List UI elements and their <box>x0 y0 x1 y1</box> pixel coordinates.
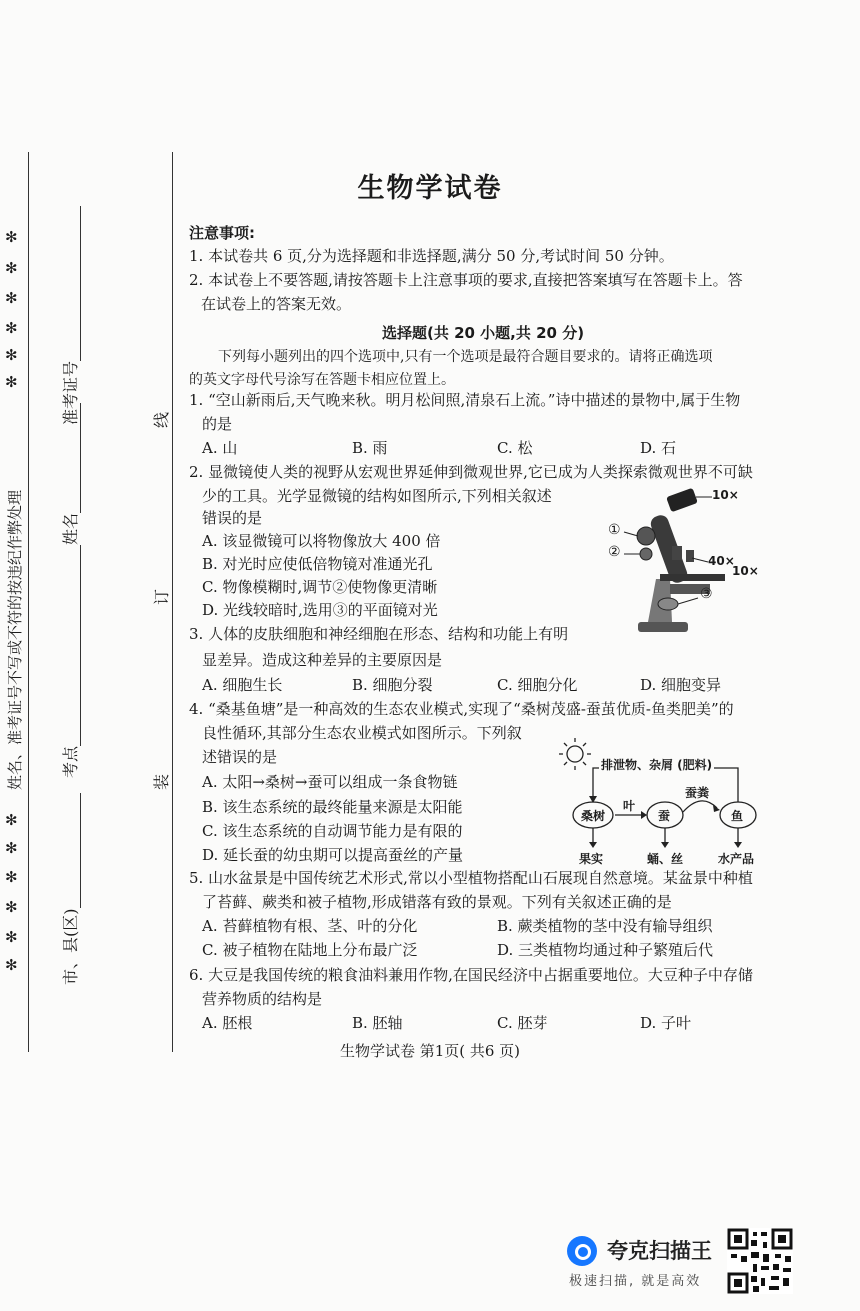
star-icon: ✻ <box>5 956 18 974</box>
notes-item-2: 2. 本试卷上不要答题,请按答题卡上注意事项的要求,直接把答案填写在答题卡上。答 <box>189 271 743 289</box>
notes-item-2-cont: 在试卷上的答案无效。 <box>201 295 352 313</box>
output-silk: 蛹、丝 <box>647 852 684 866</box>
question-4-stem: 4. “桑基鱼塘”是一种高效的生态农业模式,实现了“桑树茂盛-蚕茧优质-鱼类肥美”的 <box>189 700 734 718</box>
question-1-option-d: D. 石 <box>640 439 677 457</box>
question-4-option-d: D. 延长蚕的幼虫期可以提高蚕丝的产量 <box>202 846 464 864</box>
edge-feces: 蚕粪 <box>685 786 710 800</box>
node-silkworm: 蚕 <box>658 809 671 823</box>
label-3: ③ <box>700 586 713 602</box>
node-mulberry: 桑树 <box>581 809 606 823</box>
page-footer: 生物学试卷 第1页( 共6 页) <box>339 1042 521 1060</box>
field-exam-site: 考点 <box>58 586 81 778</box>
section-instruction-2: 的英文字母代号涂写在答题卡相应位置上。 <box>189 372 455 388</box>
question-6-option-b: B. 胚轴 <box>352 1014 403 1032</box>
question-3-option-b: B. 细胞分裂 <box>352 676 433 694</box>
quark-scanner-logo-icon <box>567 1236 597 1266</box>
seal-bind-char: 订 <box>152 588 171 605</box>
microscope-drawing <box>600 484 770 634</box>
question-1-stem-cont: 的是 <box>202 415 233 433</box>
star-icon: ✻ <box>5 868 18 886</box>
question-4-option-a: A. 太阳→桑树→蚕可以组成一条食物链 <box>202 773 458 791</box>
star-icon: ✻ <box>5 346 18 364</box>
star-icon: ✻ <box>5 319 18 337</box>
question-3-option-a: A. 细胞生长 <box>202 676 283 694</box>
question-1-option-b: B. 雨 <box>352 439 388 457</box>
question-4-stem-cont-2: 述错误的是 <box>202 748 278 766</box>
question-5-option-c: C. 被子植物在陆地上分布最广泛 <box>202 941 418 959</box>
question-6-stem-cont: 营养物质的结构是 <box>202 990 323 1008</box>
question-2-option-a: A. 该显微镜可以将物像放大 400 倍 <box>202 532 441 550</box>
question-4-option-c: C. 该生态系统的自动调节能力是有限的 <box>202 822 463 840</box>
question-4-stem-cont: 良性循环,其部分生态农业模式如图所示。下列叙 <box>202 724 522 742</box>
section-instruction-1: 下列每小题列出的四个选项中,只有一个选项是最符合题目要求的。请将正确选项 <box>218 349 713 365</box>
label-2: ② <box>608 544 621 560</box>
node-fish: 鱼 <box>731 809 744 823</box>
question-2-option-c: C. 物像模糊时,调节②使物像更清晰 <box>202 578 438 596</box>
question-5-option-d: D. 三类植物均通过种子繁殖后代 <box>497 941 714 959</box>
field-city-county: 市、县(区) <box>58 794 81 986</box>
star-icon: ✻ <box>5 839 18 857</box>
objective-low-label: 10× <box>732 564 759 578</box>
question-6-option-a: A. 胚根 <box>202 1014 253 1032</box>
star-icon: ✻ <box>5 811 18 829</box>
question-2-stem-cont-2: 错误的是 <box>202 509 263 527</box>
star-icon: ✻ <box>5 289 18 307</box>
page-title: 生物学试卷 <box>357 173 503 204</box>
notes-heading: 注意事项: <box>189 224 255 242</box>
question-6-option-d: D. 子叶 <box>640 1014 692 1032</box>
question-5-stem: 5. 山水盆景是中国传统艺术形式,常以小型植物搭配山石展现自然意境。某盆景中种植 <box>189 869 753 887</box>
microscope-figure <box>600 484 770 634</box>
star-icon: ✻ <box>5 373 18 391</box>
question-5-stem-cont: 了苔藓、蕨类和被子植物,形成错落有致的景观。下列有关叙述正确的是 <box>202 893 672 911</box>
brand-slogan: 极速扫描, 就是高效 <box>569 1274 702 1289</box>
seal-line-char: 线 <box>152 411 171 428</box>
qr-code-pattern <box>727 1228 793 1294</box>
binding-warning: 姓名、准考证号不写或不符的按违纪作弊处理 <box>6 489 24 790</box>
question-2-option-d: D. 光线较暗时,选用③的平面镜对光 <box>202 601 438 619</box>
question-1-option-a: A. 山 <box>202 439 238 457</box>
star-icon: ✻ <box>5 228 18 246</box>
question-1-stem: 1. “空山新雨后,天气晚来秋。明月松间照,清泉石上流。”诗中描述的景物中,属于生物 <box>189 391 741 409</box>
edge-leaf: 叶 <box>623 799 636 813</box>
diagram-top-label: 排泄物、杂屑 (肥料) <box>601 758 713 772</box>
question-1-option-c: C. 松 <box>497 439 533 457</box>
qr-code-icon <box>727 1228 793 1294</box>
question-3-stem-cont: 显差异。造成这种差异的主要原因是 <box>202 651 443 669</box>
question-5-option-a: A. 苔藓植物有根、茎、叶的分化 <box>202 917 418 935</box>
section-heading: 选择题(共 20 小题,共 20 分) <box>382 324 585 342</box>
question-3-stem: 3. 人体的皮肤细胞和神经细胞在形态、结构和功能上有明 <box>189 625 569 643</box>
field-exam-number: 准考证号 <box>58 206 81 425</box>
question-3-option-d: D. 细胞变异 <box>640 676 722 694</box>
margin-outer-line <box>28 152 29 1052</box>
sun-icon <box>559 738 591 770</box>
question-6-option-c: C. 胚芽 <box>497 1014 548 1032</box>
question-6-stem: 6. 大豆是我国传统的粮食油料兼用作物,在国民经济中占据重要地位。大豆种子中存储 <box>189 966 753 984</box>
question-5-option-b: B. 蕨类植物的茎中没有输导组织 <box>497 917 713 935</box>
objective-high-label: 40× <box>708 554 735 568</box>
question-2-option-b: B. 对光时应使低倍物镜对准通光孔 <box>202 555 433 573</box>
question-3-option-c: C. 细胞分化 <box>497 676 578 694</box>
output-fruit: 果实 <box>579 852 604 866</box>
notes-item-1: 1. 本试卷共 6 页,分为选择题和非选择题,满分 50 分,考试时间 50 分钟。 <box>189 247 674 265</box>
ecosystem-diagram <box>555 734 765 870</box>
brand-name: 夸克扫描王 <box>607 1239 712 1263</box>
star-icon: ✻ <box>5 928 18 946</box>
question-2-stem: 2. 显微镜使人类的视野从宏观世界延伸到微观世界,它已成为人类探索微观世界不可缺 <box>189 463 753 481</box>
output-aquatic: 水产品 <box>718 852 755 866</box>
question-2-stem-cont: 少的工具。光学显微镜的结构如图所示,下列相关叙述 <box>202 487 552 505</box>
star-icon: ✻ <box>5 259 18 277</box>
field-name: 姓名 <box>58 403 81 595</box>
seal-mount-char: 装 <box>152 773 171 790</box>
margin-inner-line <box>172 152 173 1052</box>
question-4-option-b: B. 该生态系统的最终能量来源是太阳能 <box>202 798 463 816</box>
star-icon: ✻ <box>5 898 18 916</box>
eyepiece-label: 10× <box>712 488 739 502</box>
label-1: ① <box>608 522 621 538</box>
